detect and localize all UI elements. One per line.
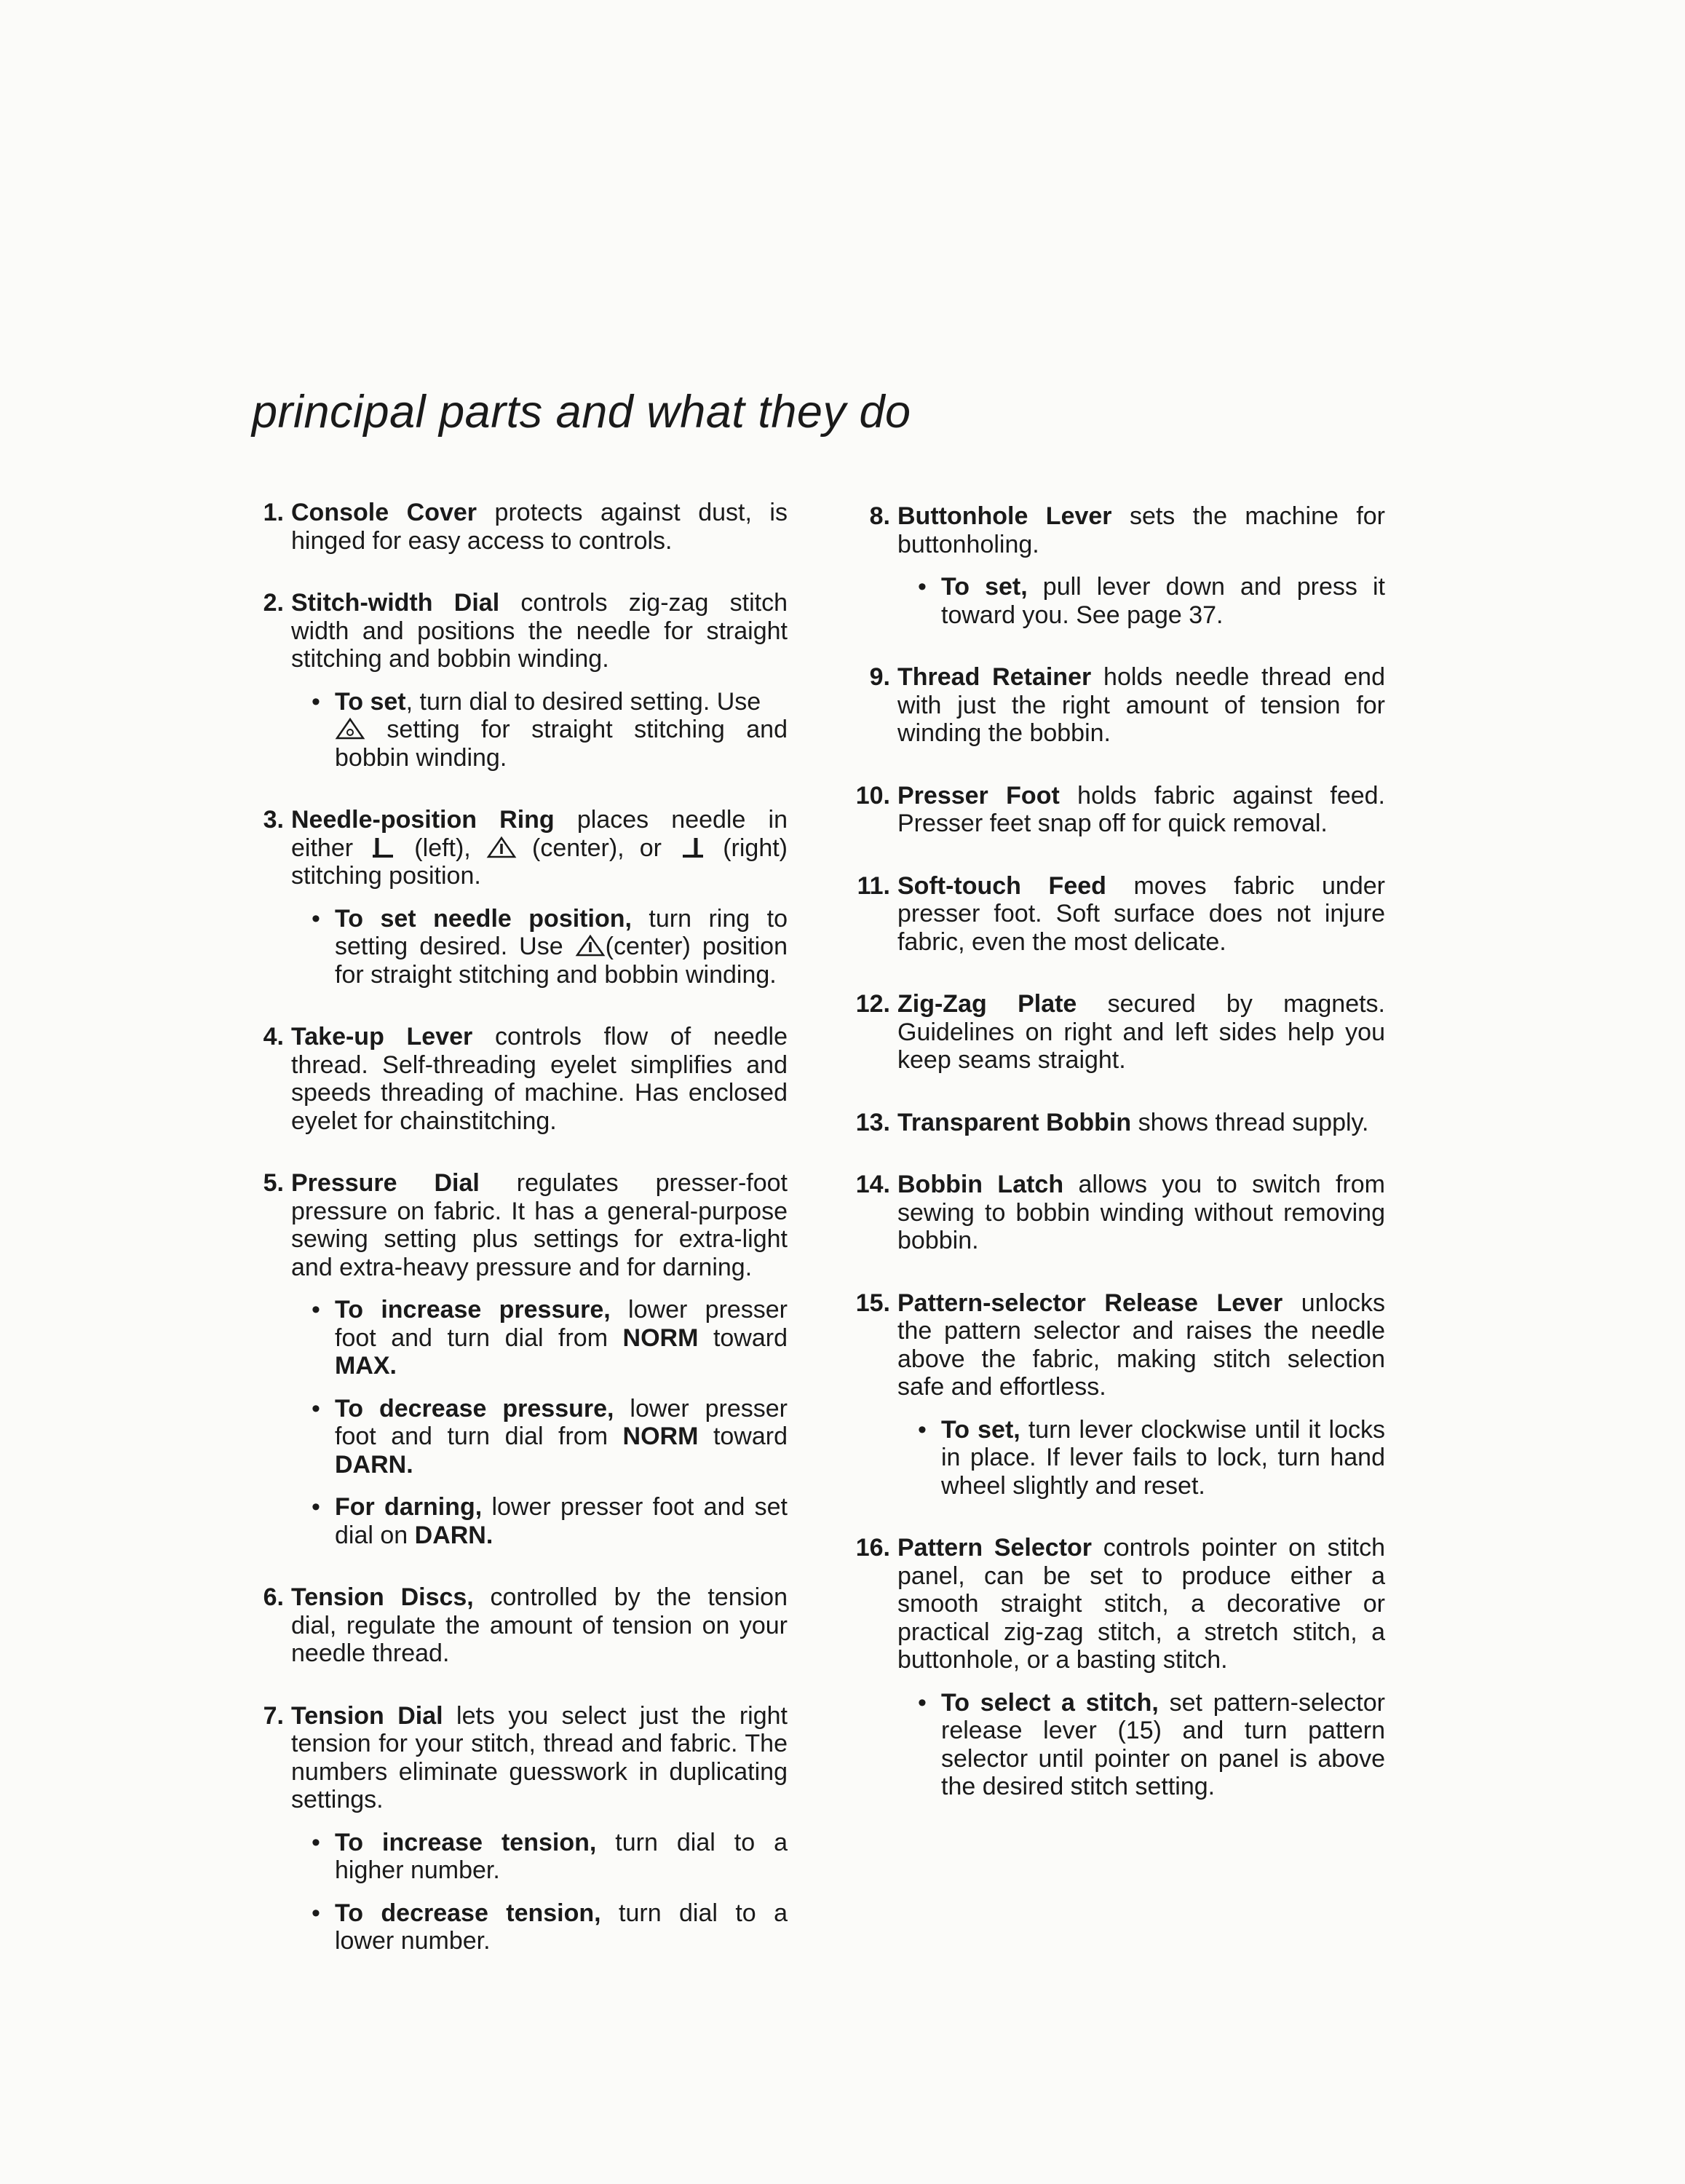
- left-needle-position-icon: [368, 836, 399, 859]
- item-number: 12.: [855, 990, 890, 1018]
- part-item-needle-position-ring: [249, 806, 788, 989]
- instruction-label: To set: [335, 687, 406, 716]
- part-name: Zig-Zag Plate: [897, 990, 1077, 1018]
- setting-label: NORM: [622, 1423, 699, 1450]
- item-number: 8.: [869, 502, 890, 530]
- instruction-label: To set,: [941, 573, 1028, 601]
- part-name: Bobbin Latch: [897, 1171, 1064, 1198]
- part-description: (right) stitching position.: [291, 834, 788, 890]
- item-number: 6.: [263, 1583, 284, 1611]
- bullet-dot-icon: •: [312, 1493, 320, 1521]
- part-name: Buttonhole Lever: [897, 502, 1112, 530]
- part-description: controlled by the tension dial, regulate the amount of tension on your needle thread.: [291, 1583, 788, 1667]
- instruction-label: To increase pressure,: [335, 1296, 611, 1324]
- part-description: unlocks the pattern selector and raises the needle above the fabric, making stitch selection safe and effortless.: [897, 1289, 1385, 1401]
- instruction-bullet: [915, 1689, 1385, 1801]
- part-description: regulates presser-foot pressure on fabric. It has a general-purpose sewing setting plus settings for extra-light and extra-heavy pressure and for darning.: [291, 1169, 788, 1281]
- instruction-text: setting for straight stitching and bobbin winding.: [335, 716, 788, 772]
- part-name: Pressure Dial: [291, 1169, 480, 1197]
- center-needle-position-icon: [486, 836, 517, 859]
- instruction-label: To select a stitch,: [941, 1688, 1159, 1717]
- instruction-text: set pattern-selector release lever (15) and turn pattern selector until pointer on panel is above the desired stitch setting.: [941, 1688, 1385, 1800]
- instruction-label: To decrease tension,: [335, 1899, 601, 1927]
- item-number: 3.: [263, 806, 284, 834]
- part-description: lets you select just the right tension for your stitch, thread and fabric. The numbers eliminate guesswork in duplicating settings.: [291, 1701, 788, 1813]
- instruction-bullet: [309, 1395, 788, 1479]
- item-number: 7.: [263, 1701, 284, 1730]
- item-number: 2.: [263, 589, 284, 617]
- instruction-text: toward: [698, 1324, 788, 1352]
- instruction-bullet: [915, 573, 1385, 629]
- instruction-text: turn lever clockwise until it locks in place. If lever fails to lock, turn hand wheel slightly and reset.: [941, 1415, 1385, 1500]
- page-title: principal parts and what they do: [252, 387, 911, 438]
- bullet-dot-icon: •: [918, 1415, 927, 1444]
- part-name: Tension Dial: [291, 1701, 443, 1730]
- instruction-text: lower presser foot and set dial on: [335, 1493, 788, 1549]
- instruction-text: pull lever down and press it toward you. See page 37.: [941, 573, 1386, 629]
- part-description: controls zig-zag stitch width and positions the needle for straight stitching and bobbin winding.: [291, 589, 788, 673]
- part-item-bobbin-latch: [847, 1171, 1385, 1255]
- instruction-text: turn dial to a higher number.: [335, 1828, 788, 1884]
- center-needle-position-icon: [575, 934, 606, 957]
- instruction-bullet: [309, 1493, 788, 1549]
- part-item-soft-touch-feed: [847, 872, 1385, 957]
- part-description: moves fabric under presser foot. Soft surface does not injure fabric, even the most delicate.: [897, 871, 1385, 956]
- instruction-bullet: [309, 1829, 788, 1885]
- item-number: 16.: [855, 1534, 890, 1562]
- bullet-dot-icon: •: [312, 1296, 320, 1324]
- instruction-bullet: [915, 1416, 1385, 1500]
- setting-label: DARN.: [414, 1521, 493, 1549]
- bullet-dot-icon: •: [918, 573, 927, 601]
- part-item-stitch-width-dial: [249, 589, 788, 772]
- part-name: Transparent Bobbin: [897, 1108, 1132, 1136]
- instruction-label: To set,: [941, 1415, 1020, 1444]
- part-item-thread-retainer: [847, 663, 1385, 748]
- instruction-bullet: [309, 905, 788, 989]
- part-description: controls pointer on stitch panel, can be set to produce either a smooth straight stitch, a decorative or practical zig-zag stitch, a stretch stitch, a buttonhole, or a basting stitch.: [897, 1534, 1385, 1674]
- part-item-console-cover: [249, 499, 788, 555]
- part-name: Tension Discs,: [291, 1583, 474, 1611]
- part-item-pattern-selector-release-lever: [847, 1289, 1385, 1500]
- part-description: holds needle thread end with just the right amount of tension for winding the bobbin.: [897, 663, 1385, 747]
- part-item-zig-zag-plate: [847, 990, 1385, 1075]
- item-number: 1.: [263, 499, 284, 526]
- bullet-dot-icon: •: [312, 687, 320, 716]
- instruction-text: , turn dial to desired setting. Use: [405, 687, 761, 716]
- setting-label: MAX.: [335, 1352, 397, 1380]
- part-description: shows thread supply.: [1131, 1108, 1369, 1136]
- instruction-label: For darning,: [335, 1493, 483, 1521]
- part-description: (left),: [399, 834, 486, 862]
- part-item-transparent-bobbin: [847, 1109, 1385, 1137]
- part-name: Soft-touch Feed: [897, 871, 1106, 900]
- bullet-dot-icon: •: [312, 904, 320, 933]
- part-description: protects against dust, is hinged for easy access to controls.: [291, 499, 788, 555]
- part-name: Needle-position Ring: [291, 806, 555, 834]
- part-name: Pattern Selector: [897, 1534, 1093, 1562]
- part-name: Console Cover: [291, 499, 477, 526]
- bullet-dot-icon: •: [312, 1899, 320, 1927]
- instruction-text: turn ring to setting desired. Use: [335, 904, 788, 960]
- item-number: 5.: [263, 1169, 284, 1197]
- part-item-take-up-lever: [249, 1023, 788, 1135]
- instruction-text: (center) position for straight stitching and bobbin winding.: [335, 933, 788, 989]
- part-item-tension-discs: [249, 1583, 788, 1668]
- bullet-dot-icon: •: [918, 1688, 927, 1717]
- bullet-dot-icon: •: [312, 1394, 320, 1423]
- instruction-label: To increase tension,: [335, 1828, 597, 1856]
- part-item-buttonhole-lever: [847, 502, 1385, 629]
- instruction-text: turn dial to a lower number.: [335, 1899, 788, 1955]
- part-description: holds fabric against feed. Presser feet snap off for quick removal.: [897, 781, 1385, 837]
- part-item-presser-foot: [847, 782, 1385, 838]
- part-name: Thread Retainer: [897, 663, 1092, 691]
- instruction-bullet: [309, 1899, 788, 1955]
- part-description: sets the machine for buttonholing.: [897, 502, 1385, 558]
- part-description: (center), or: [516, 834, 678, 862]
- right-needle-position-icon: [677, 836, 707, 859]
- item-number: 10.: [855, 781, 890, 810]
- instruction-text: lower presser foot and turn dial from: [335, 1296, 788, 1352]
- part-description: places needle in either: [291, 806, 788, 862]
- part-description: allows you to switch from sewing to bobbin winding without removing bobbin.: [897, 1171, 1385, 1254]
- setting-label: NORM: [622, 1324, 699, 1352]
- straight-stitch-triangle-icon: [335, 717, 365, 740]
- item-number: 4.: [263, 1023, 284, 1051]
- setting-label: DARN.: [335, 1450, 413, 1479]
- instruction-label: To decrease pressure,: [335, 1394, 614, 1423]
- part-name: Presser Foot: [897, 781, 1060, 810]
- part-item-tension-dial: [249, 1702, 788, 1955]
- instruction-text: lower presser foot and turn dial from: [335, 1394, 788, 1450]
- left-column: [249, 499, 788, 1990]
- part-name: Pattern-selector Release Lever: [897, 1289, 1283, 1317]
- item-number: 15.: [855, 1289, 890, 1317]
- instruction-bullet: [309, 688, 788, 772]
- instruction-bullet: [309, 1296, 788, 1380]
- part-name: Stitch-width Dial: [291, 589, 500, 617]
- part-description: secured by magnets. Guidelines on right and left sides help you keep seams straight.: [897, 990, 1386, 1074]
- part-item-pattern-selector: [847, 1534, 1385, 1801]
- instruction-text: toward: [698, 1423, 788, 1450]
- item-number: 11.: [857, 871, 890, 900]
- item-number: 9.: [869, 663, 890, 691]
- item-number: 14.: [855, 1171, 890, 1198]
- instruction-label: To set needle position,: [335, 904, 632, 933]
- part-description: controls flow of needle thread. Self-threading eyelet simplifies and speeds threading of machine. Has enclosed eyelet for chainstitching.: [291, 1023, 788, 1135]
- part-name: Take-up Lever: [291, 1023, 473, 1051]
- part-item-pressure-dial: [249, 1169, 788, 1549]
- item-number: 13.: [855, 1108, 890, 1136]
- bullet-dot-icon: •: [312, 1828, 320, 1856]
- right-column: [847, 502, 1385, 1835]
